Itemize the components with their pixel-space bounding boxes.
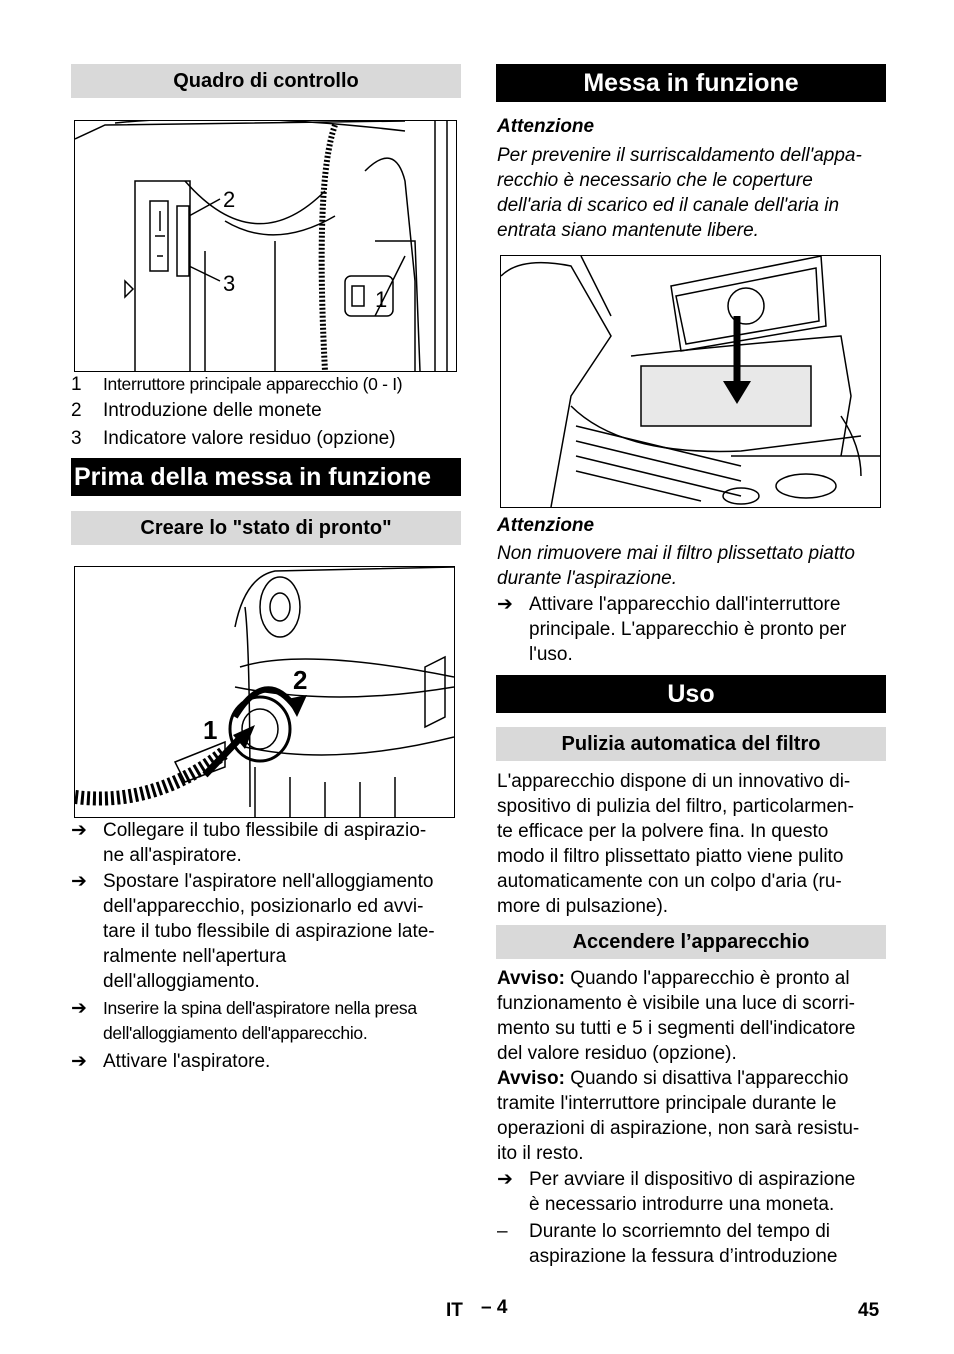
arrow-right-icon: ➔ — [497, 594, 513, 615]
arrow-right-icon: ➔ — [71, 871, 87, 892]
step-insert-coin: ➔ Per avviare il dispositivo di aspirazione è necessario introdurre una moneta. — [497, 1169, 856, 1215]
ready-state-heading: Creare lo "stato di pronto" — [71, 511, 461, 545]
step-activate-vacuum: ➔ Attivare l'aspiratore. — [71, 1051, 271, 1072]
notice-2-label: Avviso: — [497, 1068, 565, 1089]
arrow-right-icon: ➔ — [497, 1169, 513, 1190]
filter-cleaning-text: L'apparecchio dispone di un innovativo di- spositivo di pulizia del filtro, particolarmen- te efficace per la polvere fina. In questo modo il filtro plissettato piatto viene pulito automaticamente con un colpo d'aria (ru- more di pulsazione). — [497, 771, 854, 917]
notice-2-text: Quando si disattiva l'apparecchio tramite l'interruttore principale durante le operazioni di aspirazione, non sarà resistu- ito il resto. — [497, 1068, 860, 1164]
step-plug-in: ➔ Inserire la spina dell'aspiratore nella presa dell'alloggiamento dell'apparecchio. — [71, 998, 417, 1043]
arrow-right-icon: ➔ — [71, 820, 87, 841]
filter-drawing — [501, 256, 880, 507]
use-heading: Uso — [496, 675, 886, 713]
filter-cleaning-heading: Pulizia automatica del filtro — [496, 727, 886, 761]
caution-2-text: Non rimuovere mai il filtro plissettato piatto durante l'aspirazione. — [497, 543, 855, 589]
notice-1-text: Quando l'apparecchio è pronto al funzionamento è visibile una luce di scorri- mento su tutti e 5 i segmenti dell'indicatore del valore residuo (opzione). — [497, 968, 856, 1064]
notice-2 — [497, 1066, 889, 1166]
callout-1: 1 — [203, 715, 218, 745]
footer-language: IT — [446, 1300, 463, 1321]
hose-connection-drawing — [75, 567, 454, 817]
before-start-heading: Prima della messa in funzione — [71, 458, 461, 496]
callout-2: 2 — [293, 665, 308, 695]
caution-1-title: Attenzione — [497, 116, 595, 137]
filter-figure — [500, 255, 881, 508]
callout-2: 2 — [223, 187, 236, 212]
step-activate-device: ➔ Attivare l'apparecchio dall'interruttore principale. L'apparecchio è pronto per l'uso. — [497, 594, 847, 665]
callout-1: 1 — [375, 287, 388, 312]
arrow-right-icon: ➔ — [71, 1051, 87, 1072]
caution-1-text: Per prevenire il surriscaldamento dell'appa- recchio è necessario che le coperture dell'aria di scarico ed il canale dell'aria in entrata siano mantenute libere. — [497, 145, 862, 241]
caution-2-title: Attenzione — [497, 515, 595, 536]
notice-1-label: Avviso: — [497, 968, 565, 989]
control-panel-heading: Quadro di controllo — [71, 64, 461, 98]
hose-connection-figure — [74, 566, 455, 818]
dash-item-suction-time: – Durante lo scorriemnto del tempo di aspirazione la fessura d’introduzione — [497, 1221, 838, 1267]
start-heading: Messa in funzione — [496, 64, 886, 102]
step-position-vacuum: ➔ Spostare l'aspiratore nell'alloggiamento dell'apparecchio, posizionarlo ed avvi- tare il tubo flessibile di aspirazione late- ralmente nell'apertura dell'alloggiamento. — [71, 871, 435, 992]
step-connect-hose: ➔ Collegare il tubo flessibile di aspirazio- ne all'aspiratore. — [71, 820, 427, 866]
control-panel-figure — [74, 120, 457, 372]
arrow-right-icon: ➔ — [71, 998, 87, 1019]
dash-icon: – — [497, 1221, 508, 1242]
footer-section-page: – 4 — [481, 1297, 508, 1318]
switch-on-heading: Accendere l’apparecchio — [496, 925, 886, 959]
callout-3: 3 — [223, 271, 236, 296]
control-panel-drawing — [75, 121, 456, 371]
footer-page-number: 45 — [858, 1300, 880, 1321]
notice-1 — [497, 966, 889, 1066]
